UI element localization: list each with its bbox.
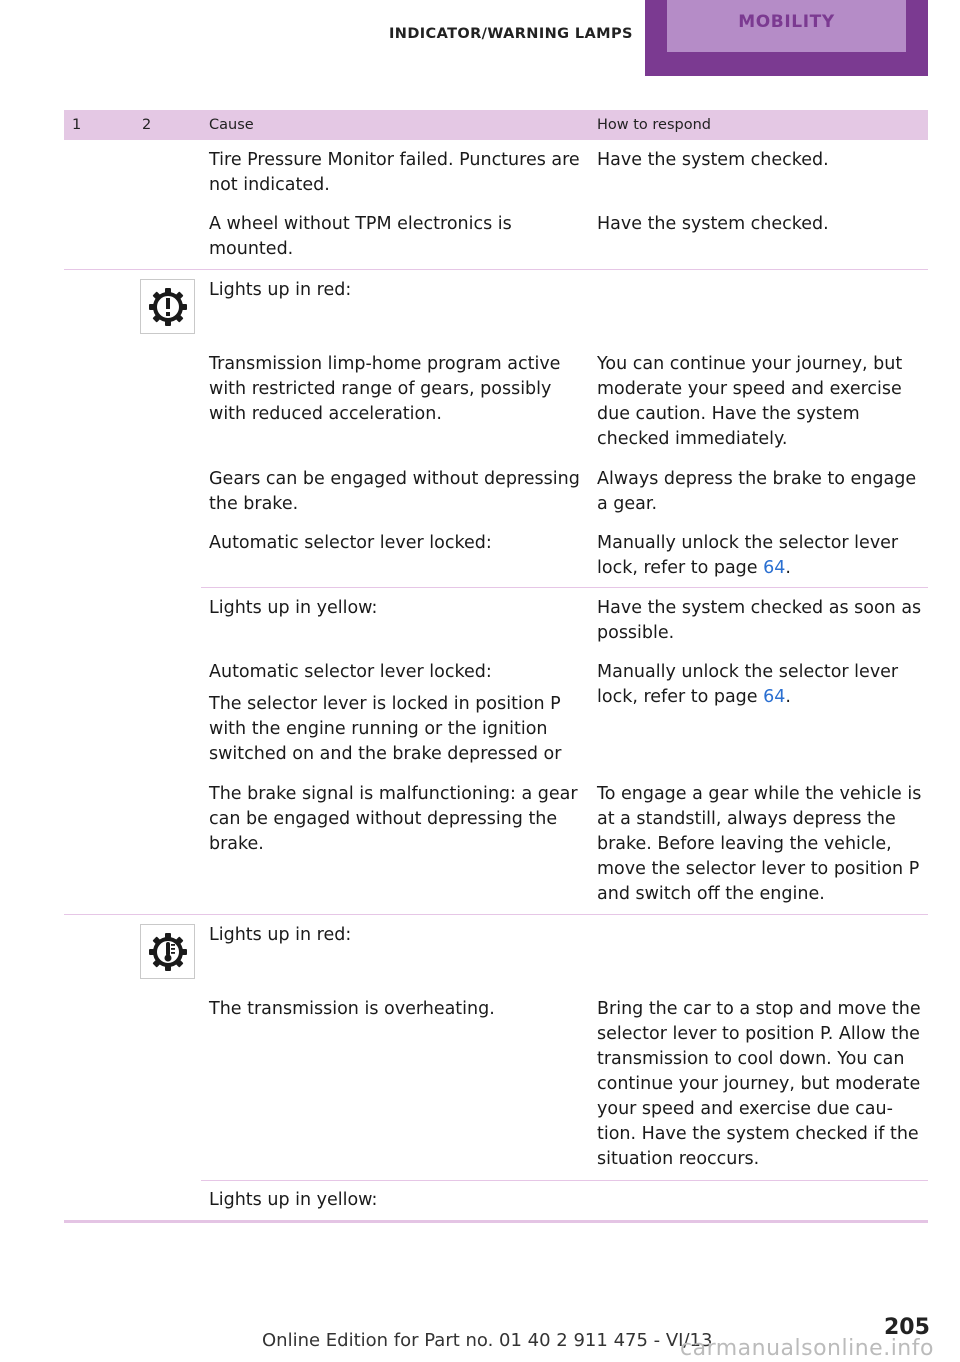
table-header <box>64 110 928 140</box>
respond-text: You can continue your journey, but moderate your speed and exercise due caution. Have the system checked immediately. <box>597 354 903 449</box>
row-divider <box>201 1180 928 1181</box>
cause-text: Lights up in red: <box>209 925 352 945</box>
cause-text: Automatic selector lever locked: <box>209 533 492 553</box>
page-number: 205 <box>884 1315 930 1340</box>
col-respond-header: How to respond <box>597 117 711 133</box>
row-divider <box>64 914 928 915</box>
cause-text: A wheel without TPM electronics is mounted. <box>209 214 512 259</box>
respond-text: Manually unlock the selector lever lock, refer to page 64. <box>597 662 899 707</box>
respond-text: Manually unlock the selector lever lock, refer to page 64. <box>597 533 899 578</box>
cause-text: The brake signal is malfunctioning: a gear can be engaged without depressing the brake. <box>209 784 578 854</box>
respond-text: Bring the car to a stop and move the selector lever to position P. Allow the transmission to cool down. You can continue your journey, but moderate your speed and exercise due cau‐ tion. Have the system checked if the situation reoccurs. <box>597 999 921 1169</box>
cause-text: Lights up in red: <box>209 280 352 300</box>
cause-text: Gears can be engaged without depressing the brake. <box>209 469 580 514</box>
chapter-tab-label: MOBILITY <box>667 0 906 52</box>
watermark: carmanualsonline.info <box>680 1336 934 1361</box>
cause-text: The transmission is overheating. <box>209 999 495 1019</box>
respond-text: Have the system checked. <box>597 150 829 170</box>
section-title: INDICATOR/WARNING LAMPS <box>389 26 633 42</box>
cause-text: Lights up in yellow: <box>209 1190 378 1210</box>
cause-text: Lights up in yellow: <box>209 598 378 618</box>
gear-temperature-icon <box>140 924 195 979</box>
edition-footer: Online Edition for Part no. 01 40 2 911 475 - VI/13 <box>262 1330 713 1351</box>
cause-text: Automatic selector lever locked: The selector lever is locked in position P with the engine running or the ignition switched on and the brake depressed or <box>209 662 562 764</box>
gear-warning-icon <box>140 279 195 334</box>
col-2-header: 2 <box>142 117 152 133</box>
page-reference-link[interactable]: 64 <box>763 687 786 707</box>
row-divider <box>201 587 928 588</box>
cause-text: Transmission limp-home program active with restricted range of gears, possibly with reduced acceleration. <box>209 354 561 424</box>
respond-text: Always depress the brake to engage a gear. <box>597 469 917 514</box>
col-1-header: 1 <box>72 117 82 133</box>
row-divider <box>64 269 928 270</box>
col-cause-header: Cause <box>209 117 254 133</box>
cause-text: Tire Pressure Monitor failed. Punctures are not indicated. <box>209 150 580 195</box>
respond-text: Have the system checked as soon as possible. <box>597 598 922 643</box>
respond-text: To engage a gear while the vehicle is at a standstill, always depress the brake. Before leaving the vehicle, move the selector lever to position P and switch off the engine. <box>597 784 922 904</box>
page-reference-link[interactable]: 64 <box>763 558 786 578</box>
table-bottom-border <box>64 1220 928 1223</box>
respond-text: Have the system checked. <box>597 214 829 234</box>
